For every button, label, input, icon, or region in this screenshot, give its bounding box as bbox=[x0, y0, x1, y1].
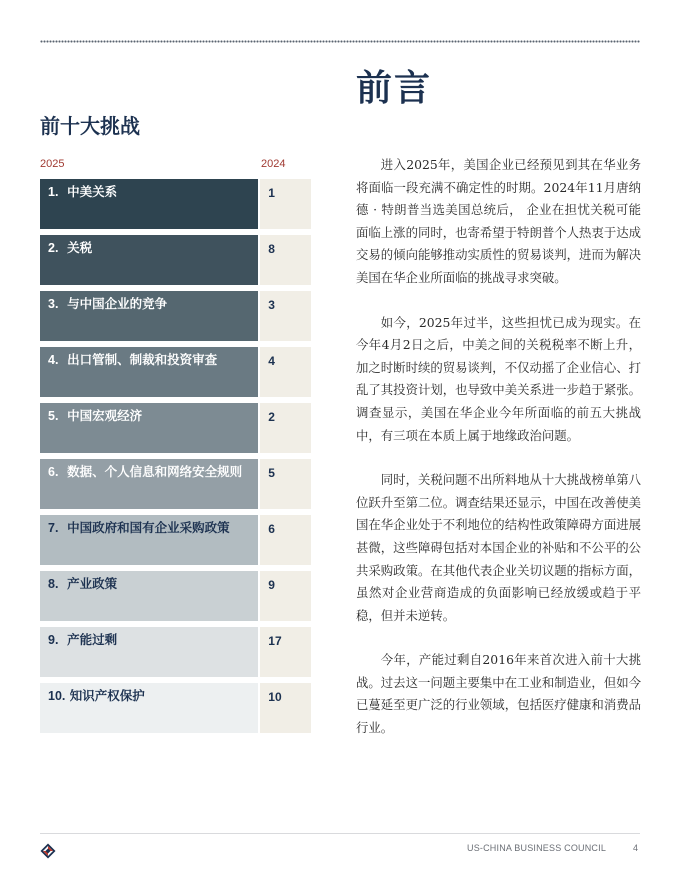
challenge-label bbox=[40, 571, 258, 621]
rank-number: 2. bbox=[48, 241, 59, 255]
rank-number: 6. bbox=[48, 465, 59, 479]
previous-rank: 3 bbox=[260, 291, 311, 341]
challenge-label bbox=[40, 235, 258, 285]
challenge-label bbox=[40, 347, 258, 397]
rank-number: 9. bbox=[48, 633, 59, 647]
challenge-label bbox=[40, 291, 258, 341]
column-header-previous-year: 2024 bbox=[261, 158, 286, 170]
rank-number: 5. bbox=[48, 409, 59, 423]
rank-number: 7. bbox=[48, 521, 59, 535]
previous-rank: 6 bbox=[260, 515, 311, 565]
previous-rank: 4 bbox=[260, 347, 311, 397]
challenge-row bbox=[40, 179, 311, 229]
challenge-name: 中国宏观经济 bbox=[67, 408, 143, 423]
rank-number: 10. bbox=[48, 689, 66, 703]
challenge-table bbox=[40, 179, 311, 739]
rank-number: 4. bbox=[48, 353, 59, 367]
challenge-label bbox=[40, 403, 258, 453]
challenge-row bbox=[40, 683, 311, 733]
previous-rank: 17 bbox=[260, 627, 311, 677]
challenge-row bbox=[40, 403, 311, 453]
challenge-label bbox=[40, 179, 258, 229]
page-number: 4 bbox=[633, 843, 639, 853]
preface-body bbox=[356, 154, 641, 762]
rank-number: 1. bbox=[48, 185, 59, 199]
challenge-row bbox=[40, 627, 311, 677]
challenge-name: 数据、个人信息和网络安全规则 bbox=[67, 464, 243, 479]
paragraph: 进入2025年，美国企业已经预见到其在华业务将面临一段充满不确定性的时期。2024年11月唐纳德 · 特朗普当选美国总统后， 企业在担忧关税可能面临上涨的同时，也寄希望于特朗普个人热衷于达成交易的倾向能够推动实质性的贸易谈判，进而为解决美国在华企业所面临的挑战寻求突破。 bbox=[356, 157, 641, 285]
paragraph: 如今，2025年过半，这些担忧已成为现实。在今年4月2日之后，中美之间的关税税率不断上升，加之时断时续的贸易谈判，不仅动摇了企业信心、打乱了其投资计划，也导致中美关系进一步趋于紧张。调查显示，美国在华企业今年所面临的前五大挑战中，有三项在本质上属于地缘政治问题。 bbox=[356, 314, 641, 443]
previous-rank: 10 bbox=[260, 683, 311, 733]
dotted-divider bbox=[40, 40, 640, 45]
challenge-label bbox=[40, 627, 258, 677]
challenge-label bbox=[40, 459, 258, 509]
rank-number: 8. bbox=[48, 577, 59, 591]
challenge-name: 知识产权保护 bbox=[69, 688, 145, 703]
uscbc-logo-icon bbox=[40, 843, 56, 859]
challenge-label bbox=[40, 515, 258, 565]
challenge-name: 中国政府和国有企业采购政策 bbox=[67, 520, 230, 535]
section-title: 前十大挑战 bbox=[40, 114, 140, 138]
challenge-name: 产能过剩 bbox=[67, 632, 118, 647]
paragraph: 同时，关税问题不出所料地从十大挑战榜单第八位跃升至第二位。调查结果还显示，中国在改善使美国在华企业处于不利地位的结构性政策障碍方面进展甚微，这些障碍包括对本国企业的补贴和不公平的公共采购政策。在其他代表企业关切议题的指标方面，虽然对企业营商造成的负面影响已经放缓或趋于平稳，但并未逆转。 bbox=[356, 472, 641, 623]
challenge-row bbox=[40, 235, 311, 285]
previous-rank: 8 bbox=[260, 235, 311, 285]
footer-organization: US-CHINA BUSINESS COUNCIL bbox=[467, 843, 607, 853]
footer-divider bbox=[40, 833, 640, 834]
page-title: 前言 bbox=[356, 67, 433, 109]
challenge-name: 中美关系 bbox=[67, 184, 118, 199]
challenge-row bbox=[40, 459, 311, 509]
challenge-name: 关税 bbox=[67, 240, 93, 255]
challenge-name: 出口管制、制裁和投资审查 bbox=[67, 352, 218, 367]
previous-rank: 5 bbox=[260, 459, 311, 509]
previous-rank: 1 bbox=[260, 179, 311, 229]
previous-rank: 9 bbox=[260, 571, 311, 621]
challenge-name: 产业政策 bbox=[67, 576, 118, 591]
challenge-row bbox=[40, 291, 311, 341]
challenge-row bbox=[40, 347, 311, 397]
challenge-name: 与中国企业的竞争 bbox=[67, 296, 168, 311]
previous-rank: 2 bbox=[260, 403, 311, 453]
column-header-current-year: 2025 bbox=[40, 158, 65, 170]
challenge-row bbox=[40, 515, 311, 565]
challenge-label bbox=[40, 683, 258, 733]
challenge-row bbox=[40, 571, 311, 621]
rank-number: 3. bbox=[48, 297, 59, 311]
paragraph: 今年，产能过剩自2016年来首次进入前十大挑战。过去这一问题主要集中在工业和制造业，但如今已蔓延至更广泛的行业领域，包括医疗健康和消费品行业。 bbox=[356, 652, 641, 736]
